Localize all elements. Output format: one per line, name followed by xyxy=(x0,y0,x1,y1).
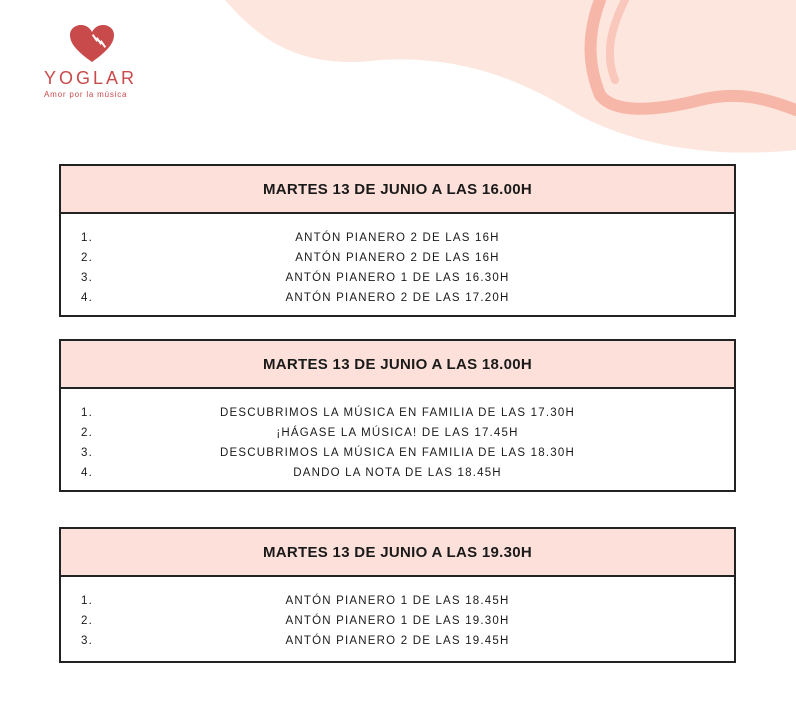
brand-tagline: Amor por la música xyxy=(44,90,128,99)
item-text: ANTÓN PIANERO 2 DE LAS 17.20H xyxy=(285,292,510,304)
session-block-2 xyxy=(59,339,736,492)
item-number: 1. xyxy=(81,595,93,607)
list-item xyxy=(81,248,714,268)
item-number: 1. xyxy=(81,232,93,244)
list-item xyxy=(81,268,714,288)
item-number: 3. xyxy=(81,272,93,284)
item-number: 3. xyxy=(81,447,93,459)
item-text: DANDO LA NOTA DE LAS 18.45H xyxy=(293,467,502,479)
item-text: ANTÓN PIANERO 1 DE LAS 18.45H xyxy=(285,595,510,607)
list-item xyxy=(81,403,714,423)
item-text: DESCUBRIMOS LA MÚSICA EN FAMILIA DE LAS 17.30H xyxy=(220,407,575,419)
item-text: DESCUBRIMOS LA MÚSICA EN FAMILIA DE LAS 18.30H xyxy=(220,447,575,459)
heart-piano-icon xyxy=(68,24,116,64)
session-title: MARTES 13 DE JUNIO A LAS 19.30H xyxy=(61,529,734,577)
list-item xyxy=(81,228,714,248)
item-text: ¡HÁGASE LA MÚSICA! DE LAS 17.45H xyxy=(276,427,519,439)
list-item xyxy=(81,611,714,631)
session-block-3 xyxy=(59,527,736,663)
brand-logo xyxy=(44,24,144,99)
list-item xyxy=(81,631,714,651)
item-text: ANTÓN PIANERO 1 DE LAS 19.30H xyxy=(285,615,510,627)
list-item xyxy=(81,423,714,443)
item-number: 2. xyxy=(81,427,93,439)
item-number: 4. xyxy=(81,292,93,304)
session-title: MARTES 13 DE JUNIO A LAS 18.00H xyxy=(61,341,734,389)
item-number: 3. xyxy=(81,635,93,647)
item-text: ANTÓN PIANERO 2 DE LAS 16H xyxy=(295,232,500,244)
item-number: 1. xyxy=(81,407,93,419)
list-item xyxy=(81,443,714,463)
list-item xyxy=(81,288,714,308)
list-item xyxy=(81,463,714,483)
item-number: 2. xyxy=(81,615,93,627)
item-number: 2. xyxy=(81,252,93,264)
item-text: ANTÓN PIANERO 1 DE LAS 16.30H xyxy=(285,272,510,284)
list-item xyxy=(81,591,714,611)
item-number: 4. xyxy=(81,467,93,479)
session-title: MARTES 13 DE JUNIO A LAS 16.00H xyxy=(61,166,734,214)
item-text: ANTÓN PIANERO 2 DE LAS 19.45H xyxy=(285,635,510,647)
brand-name: YOGLAR xyxy=(44,68,138,88)
item-text: ANTÓN PIANERO 2 DE LAS 16H xyxy=(295,252,500,264)
session-block-1 xyxy=(59,164,736,317)
